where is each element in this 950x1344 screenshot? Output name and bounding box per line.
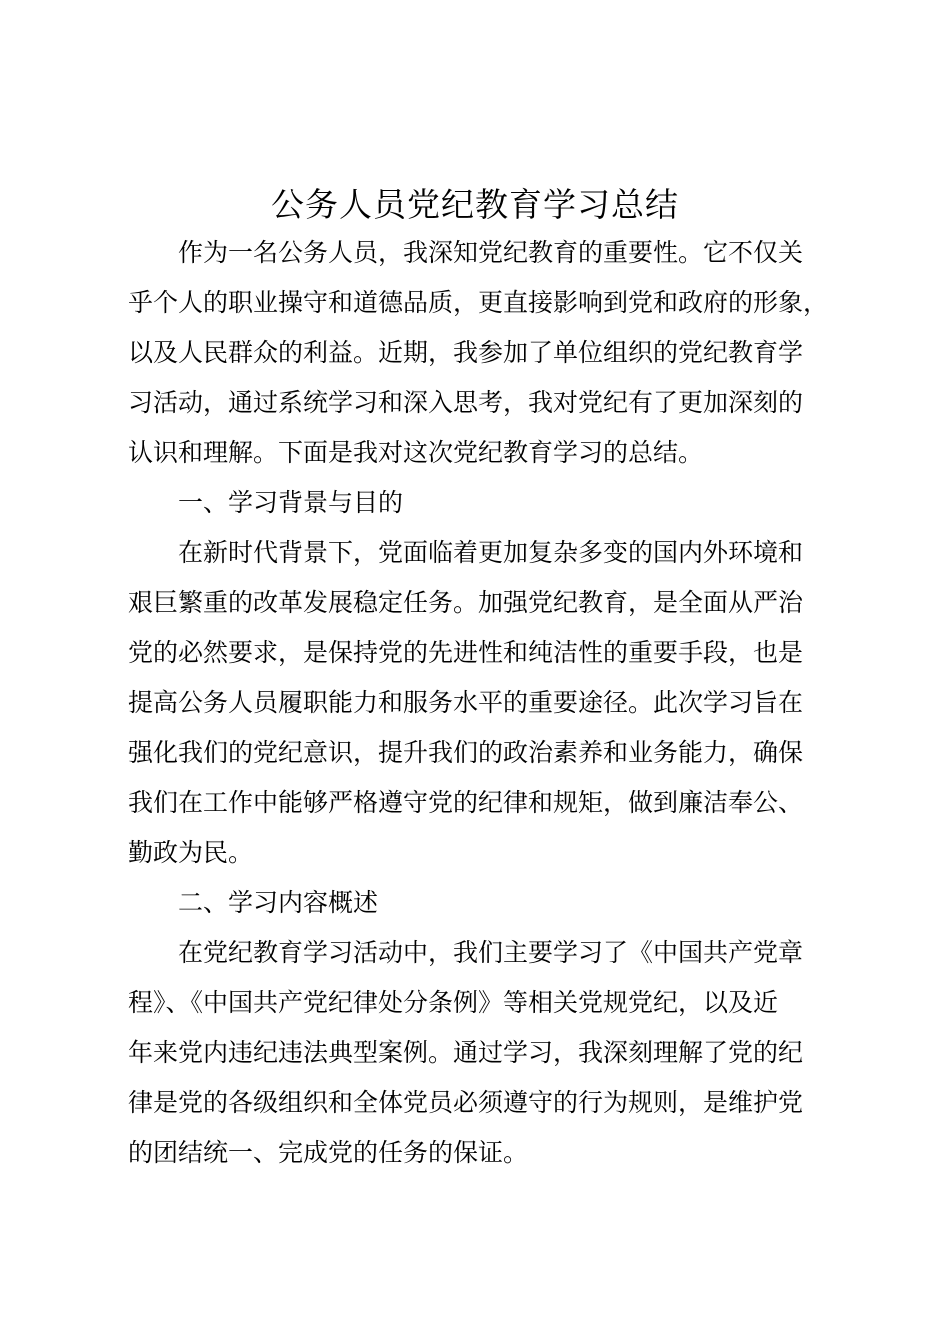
paragraph-line: 在党纪教育学习活动中，我们主要学习了《中国共产党章 — [178, 938, 804, 967]
document-title: 公务人员党纪教育学习总结 — [271, 185, 679, 224]
paragraph-line: 勤政为民。 — [128, 838, 254, 867]
paragraph-line: 在新时代背景下，党面临着更加复杂多变的国内外环境和 — [178, 538, 804, 567]
paragraph-line: 作为一名公务人员，我深知党纪教育的重要性。它不仅关 — [178, 238, 804, 267]
paragraph-line: 强化我们的党纪意识，提升我们的政治素养和业务能力，确保 — [128, 738, 804, 767]
paragraph-line: 提高公务人员履职能力和服务水平的重要途径。此次学习旨在 — [128, 688, 804, 717]
paragraph-line: 党的必然要求，是保持党的先进性和纯洁性的重要手段，也是 — [128, 638, 804, 667]
paragraph-line: 认识和理解。下面是我对这次党纪教育学习的总结。 — [128, 438, 704, 467]
paragraph-line: 年来党内违纪违法典型案例。通过学习，我深刻理解了党的纪 — [128, 1038, 804, 1067]
paragraph-line: 习活动，通过系统学习和深入思考，我对党纪有了更加深刻的 — [128, 388, 804, 417]
paragraph-line: 以及人民群众的利益。近期，我参加了单位组织的党纪教育学 — [128, 338, 804, 367]
paragraph-line: 艰巨繁重的改革发展稳定任务。加强党纪教育，是全面从严治 — [128, 588, 804, 617]
paragraph-line: 程》、《中国共产党纪律处分条例》等相关党规党纪，以及近 — [128, 988, 779, 1017]
paragraph-line: 我们在工作中能够严格遵守党的纪律和规矩，做到廉洁奉公、 — [128, 788, 804, 817]
paragraph-line: 乎个人的职业操守和道德品质，更直接影响到党和政府的形象， — [128, 288, 829, 317]
section-heading: 二、学习内容概述 — [178, 888, 379, 917]
paragraph-line: 的团结统一、完成党的任务的保证。 — [128, 1138, 529, 1167]
section-heading: 一、学习背景与目的 — [178, 488, 404, 517]
paragraph-line: 律是党的各级组织和全体党员必须遵守的行为规则，是维护党 — [128, 1088, 804, 1117]
